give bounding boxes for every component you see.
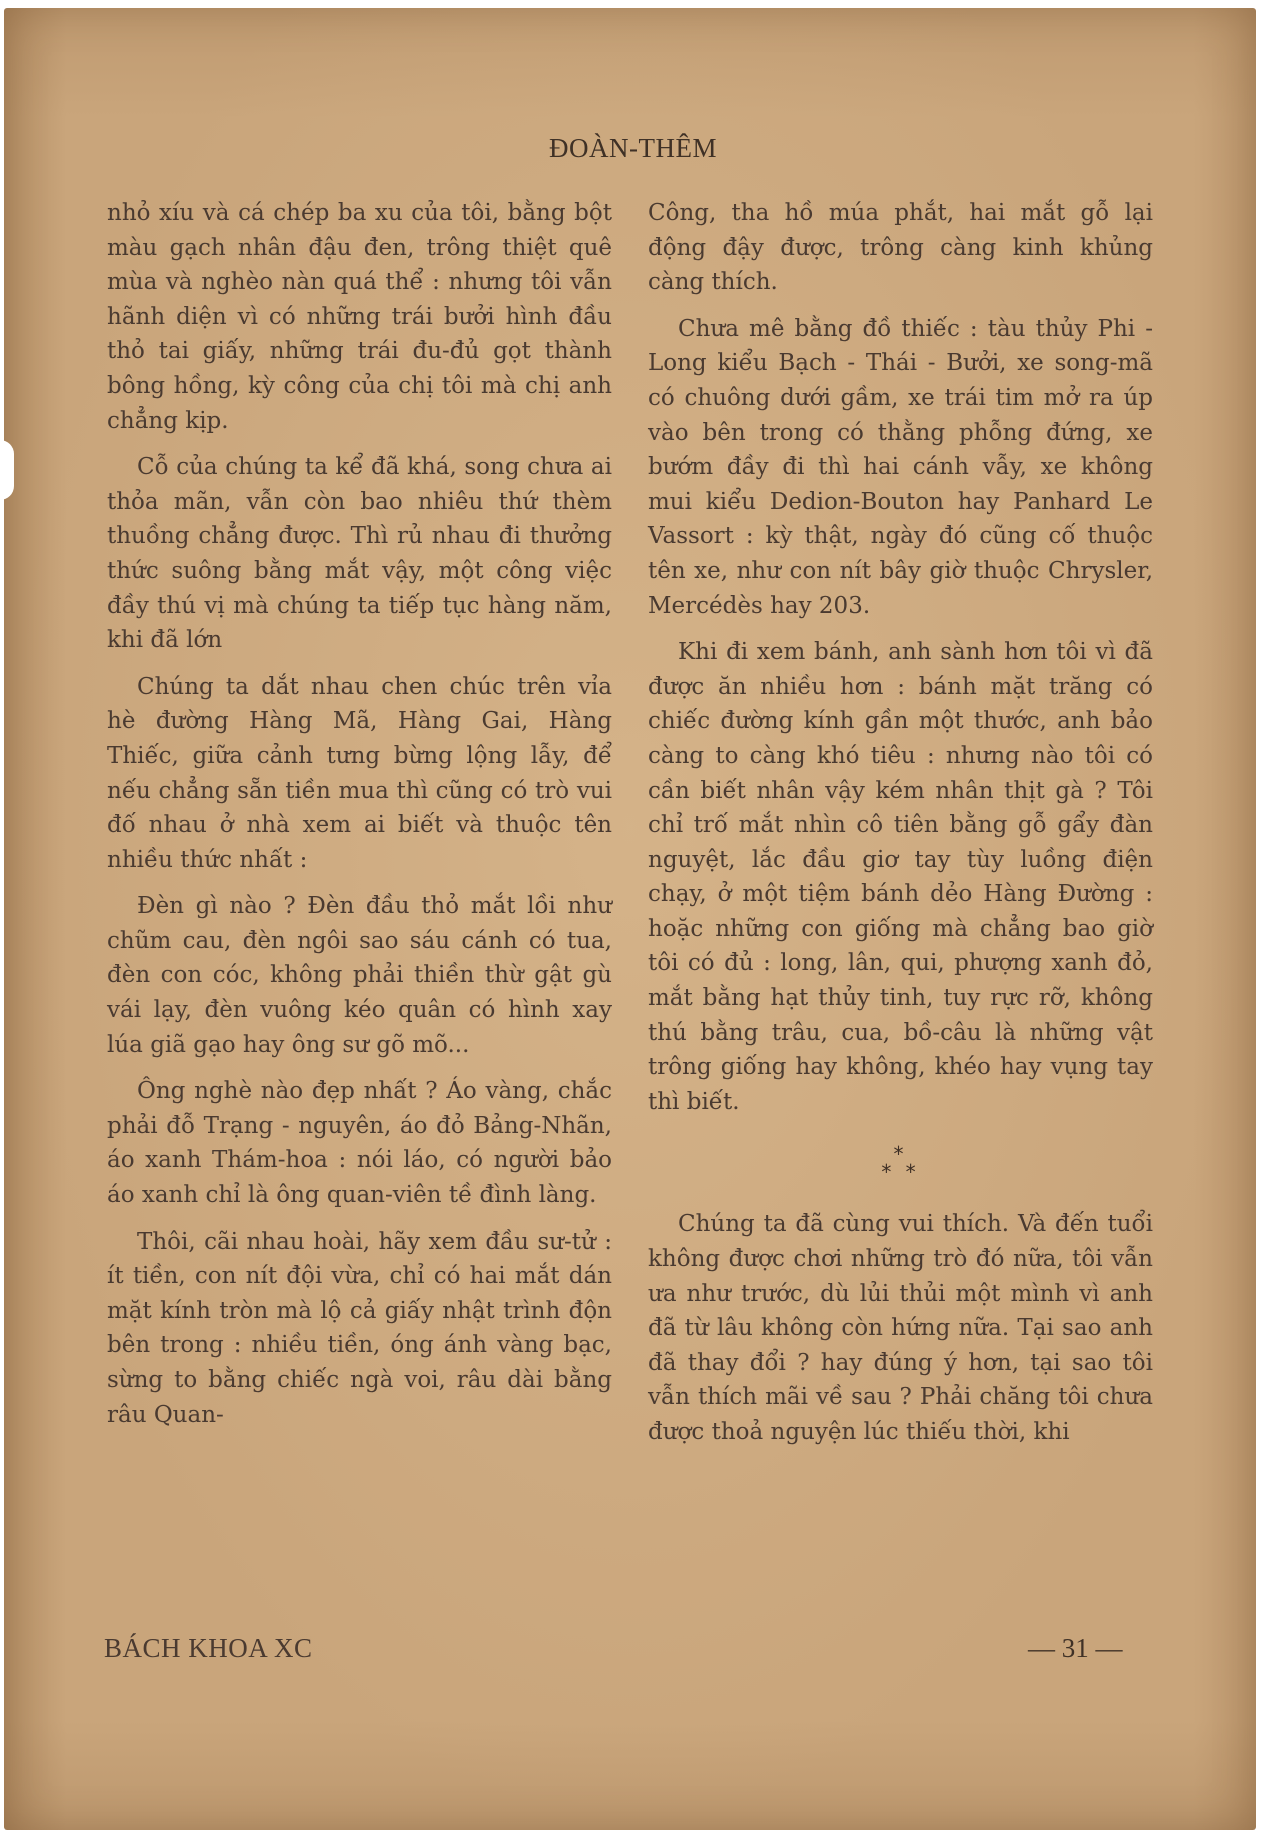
running-header: ĐOÀN-THÊM	[549, 133, 717, 163]
paragraph: nhỏ xíu và cá chép ba xu của tôi, bằng bột màu gạch nhân đậu đen, trông thiệt quê mùa và nghèo nàn quá thể : nhưng tôi vẫn hãnh diện vì có những trái bưởi hình đầu thỏ tai giấy, những trái đu-đủ gọt thành bông hồng, kỳ công của chị tôi mà chị anh chẳng kịp.	[107, 200, 612, 434]
paragraph: Chúng ta đã cùng vui thích. Và đến tuổi không được chơi những trò đó nữa, tôi vẫn ưa như trước, dù lủi thủi một mình vì anh đã từ lâu không còn hứng nữa. Tại sao anh đã thay đổi ? hay đúng ý hơn, tại sao tôi vẫn thích mãi về sau ? Phải chăng tôi chưa được thoả nguyện lúc thiếu thời, khi	[648, 1211, 1153, 1445]
paragraph: Chúng ta dắt nhau chen chúc trên vỉa hè đường Hàng Mã, Hàng Gai, Hàng Thiếc, giữa cảnh tưng bừng lộng lẫy, để nếu chẳng sẵn tiền mua thì cũng có trò vui đố nhau ở nhà xem ai biết và thuộc tên nhiều thức nhất :	[107, 673, 612, 873]
section-separator	[648, 1142, 1153, 1185]
separator-star-top: *	[893, 1142, 908, 1167]
page-number: — 31 —	[1028, 1633, 1123, 1663]
paragraph: Chưa mê bằng đồ thiếc : tàu thủy Phi - Long kiểu Bạch - Thái - Bưởi, xe song-mã có chuông dưới gầm, xe trái tim mở ra úp vào bên trong có thằng phỗng đứng, xe bướm đầy đi thì hai cánh vẫy, xe không mui kiểu Dedion-Bouton hay Panhard Le Vassort : kỳ thật, ngày đó cũng cố thuộc tên xe, như con nít bây giờ thuộc Chrysler, Mercédès hay 203.	[648, 315, 1153, 619]
publication-name: BÁCH KHOA XC	[104, 1633, 313, 1663]
right-text-column	[648, 196, 1153, 1462]
paragraph: Thôi, cãi nhau hoài, hãy xem đầu sư-tử : ít tiền, con nít đội vừa, chỉ có hai mắt dán mặt kính tròn mà lộ cả giấy nhật trình độn bên trong : nhiều tiền, óng ánh vàng bạc, sừng to bằng chiếc ngà voi, râu dài bằng râu Quan-	[107, 1228, 612, 1428]
paragraph: Đèn gì nào ? Đèn đầu thỏ mắt lồi như chũm cau, đèn ngôi sao sáu cánh có tua, đèn con cóc, không phải thiền thừ gật gù vái lạy, đèn vuông kéo quân có hình xay lúa giã gạo hay ông sư gõ mõ...	[107, 893, 612, 1058]
paragraph: Cỗ của chúng ta kể đã khá, song chưa ai thỏa mãn, vẫn còn bao nhiêu thứ thèm thuồng chẳng được. Thì rủ nhau đi thưởng thức suông bằng mắt vậy, một công việc đầy thú vị mà chúng ta tiếp tục hàng năm, khi đã lớn	[107, 454, 612, 654]
paragraph: Khi đi xem bánh, anh sành hơn tôi vì đã được ăn nhiều hơn : bánh mặt trăng có chiếc đường kính gần một thước, anh bảo càng to càng khó tiêu : nhưng nào tôi có cần biết nhân vậy kém nhân thịt gà ? Tôi chỉ trố mắt nhìn cô tiên bằng gỗ gẩy đàn nguyệt, lắc đầu giơ tay tùy luồng điện chạy, ở một tiệm bánh dẻo Hàng Đường : hoặc những con giống mà chẳng bao giờ tôi có đủ : long, lân, qui, phượng xanh đỏ, mắt bằng hạt thủy tinh, tuy rực rỡ, không thú bằng trâu, cua, bồ-câu là những vật trông giống hay không, khéo hay vụng tay thì biết.	[648, 639, 1153, 1115]
paragraph: Công, tha hồ múa phắt, hai mắt gỗ lại động đậy được, trông càng kinh khủng càng thích.	[648, 200, 1153, 296]
separator-stars-bottom: * *	[881, 1160, 920, 1185]
left-text-column	[107, 196, 612, 1444]
paragraph: Ông nghè nào đẹp nhất ? Áo vàng, chắc phải đỗ Trạng - nguyên, áo đỏ Bảng-Nhãn, áo xanh Thám-hoa : nói láo, có người bảo áo xanh chỉ là ông quan-viên tề đình làng.	[107, 1078, 612, 1209]
torn-edge	[0, 440, 14, 500]
